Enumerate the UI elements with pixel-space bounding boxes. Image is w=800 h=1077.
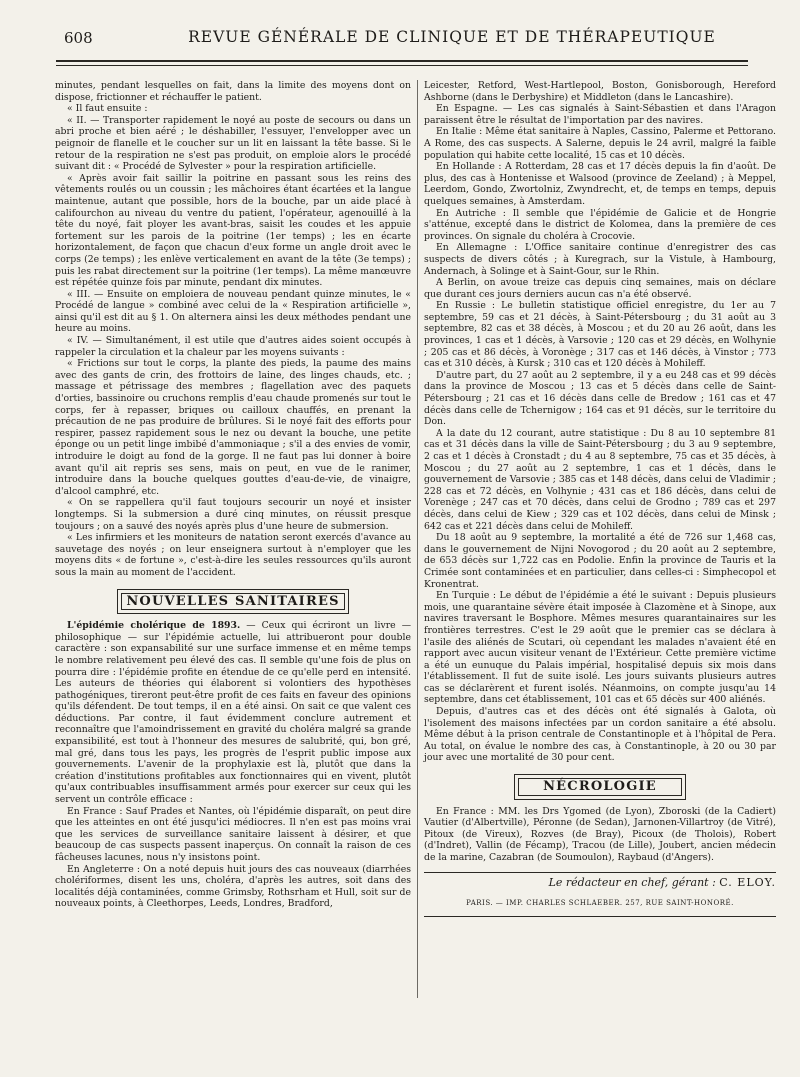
paragraph: « Les infirmiers et les moniteurs de natation seront exercés d'avance au sauvetage des noyés ; on leur enseignera surtout à n'employer que les moyens dits « de fortune », c'est-à-dire les seules ressources qu'ils auront sous la main au moment de l'accident. — [55, 532, 411, 578]
header-rule — [56, 60, 748, 62]
right-column — [424, 80, 776, 917]
paragraph: « II. — Transporter rapidement le noyé au poste de secours ou dans un abri proche et bien aéré ; le déshabiller, l'essuyer, l'envelopper avec un peignoir de flanelle et le coucher sur un lit en laissant la tête basse. Si le retour de la respiration ne s'est pas produit, on emploie alors le procédé suivant dit : « Procédé de Sylvester » pour la respiration artificielle. — [55, 114, 411, 173]
paragraph: En Italie : Même état sanitaire à Naples, Cassino, Palerme et Pettorano. A Rome, des cas suspects. A Salerne, depuis le 24 avril, malgré la faible population qui habite cette localité, 15 cas et 10 décès. — [424, 126, 776, 161]
paragraph: Leicester, Retford, West-Hartlepool, Boston, Gonisborough, Hereford Ashborne (dans le Derbyshire) et Middleton (dans le Lancashire). — [424, 80, 776, 103]
paragraph: En France : Sauf Prades et Nantes, où l'épidémie disparaît, on peut dire que les atteintes en ont été jusqu'ici médiocres. Il n'en est pas moins vrai que les services de surveillance sanitaire laissent à désirer, et que beaucoup de cas suspects passent inaperçus. On connaît la raison de ces fâcheuses lacunes, nous n'y insistons point. — [55, 805, 411, 863]
paragraph: A la date du 12 courant, autre statistique : Du 8 au 10 septembre 81 cas et 31 décès dans la ville de Saint-Pétersbourg ; du 3 au 9 septembre, 2 cas et 1 décès à Cronstadt ; du 4 au 8 septembre, 75 cas et 35 décès, à Moscou ; du 27 août au 2 septembre, 1 cas et 1 décès, dans le gouvernement de Varsovie ; 385 cas et 148 décès, dans celui de Vladimir ; 228 cas et 72 décès, en Volhynie ; 431 cas et 186 décès, dans celui de Vorenège ; 247 cas et 70 décès, dans celui de Grodno ; 789 cas et 297 décès, dans celui de Kiew ; 329 cas et 102 décès, dans celui de Minsk ; 642 cas et 221 décès dans celui de Mohileff. — [424, 427, 776, 532]
paragraph: minutes, pendant lesquelles on fait, dans la limite des moyens dont on dispose, frictionner et réchauffer le patient. — [55, 80, 411, 103]
paragraph: En Allemagne : L'Office sanitaire continue d'enregistrer des cas suspects de divers côtés ; à Kuregrach, sur la Vistule, à Hambourg, Andernach, à Solinge et à Saint-Gour, sur le Rhin. — [424, 242, 776, 277]
paragraph: Du 18 août au 9 septembre, la mortalité a été de 726 sur 1,468 cas, dans le gouvernement de Nijni Novogorod ; du 20 août au 2 septembre, de 653 décès sur 1,722 cas en Podolie. Enfin la province de Tauris et la Crimée sont contaminées et en particulier, dans celles-ci : Simphecopol et Kronentrat. — [424, 532, 776, 590]
paragraph: Depuis, d'autres cas et des décès ont été signalés à Galota, où l'isolement des maisons infectées par un cordon sanitaire a été absolu. Même début à la prison centrale de Constantinople et à l'hôpital de Pera. Au total, on évalue le nombre des cas, à Constantinople, à 20 ou 30 par jour avec une mortalité de 30 pour cent. — [424, 706, 776, 764]
news-paragraph — [55, 620, 411, 806]
page-header — [52, 26, 752, 52]
section-heading-box — [117, 589, 349, 615]
column-divider — [417, 80, 418, 998]
left-column — [55, 80, 411, 910]
header-rule-thin — [56, 65, 748, 66]
news-title: L'épidémie cholérique de 1893. — [67, 620, 241, 632]
paragraph: En Angleterre : On a noté depuis huit jours des cas nouveaux (diarrhées cholériformes, disent les uns, choléra, d'après les autres, soit dans des localités déjà contaminées, comme Grimsby, Rothsrham et Hull, soit sur de nouveaux points, à Cleethorpes, Leeds, Londres, Bradford, — [55, 863, 411, 910]
paragraph: « Frictions sur tout le corps, la plante des pieds, la paume des mains avec des gants de crin, des frottoirs de laine, des linges chauds, etc. ; massage et pétrissage des membres ; flagellation avec des paquets d'orties, bassinoire ou cruchons remplis d'eau chaude promenés sur tout le corps, fer à repasser, briques ou cailloux chauffés, en prenant la précaution de ne pas produire de brûlures. Si le noyé fait des efforts pour respirer, passez rapidement sous le nez ou devant la bouche, une petite éponge ou un petit linge imbibé d'ammoniaque ; s'il a des envies de vomir, introduire le doigt au fond de la gorge. Il ne faut pas lui donner à boire avant qu'il ait repris ses sens, mais on peut, en vue de le ranimer, introduire dans la bouche quelques gouttes d'eau-de-vie, de vinaigre, d'alcool camphré, etc. — [55, 358, 411, 497]
paragraph: D'autre part, du 27 août au 2 septembre, il y a eu 248 cas et 99 décès dans la province de Moscou ; 13 cas et 5 décès dans celle de Saint-Pétersbourg ; 21 cas et 16 décès dans celle de Bredow ; 161 cas et 47 décès dans celle de Tchernigow ; 164 cas et 91 décès, sur le territoire du Don. — [424, 369, 776, 428]
paragraph: « Après avoir fait saillir la poitrine en passant sous les reins des vêtements roulés ou un coussin ; les mâchoires étant écartées et la langue maintenue, autant que possible, hors de la bouche, par un aide placé à califourchon au niveau du ventre du patient, l'opérateur, agenouillé à la tête du noyé, fait ployer les avant-bras, saisit les coudes et les appuie fortement sur les parois de la poitrine (1er temps) ; les en écarte horizontalement, de façon que chacun d'eux forme un angle droit avec le corps (2e temps) ; les enlève verticalement en avant de la tête (3e temps) ; puis les rabat directement sur la poitrine (1er temps). La même manœuvre est répétée quinze fois par minute, pendant dix minutes. — [55, 172, 411, 289]
paragraph: « III. — Ensuite on emploiera de nouveau pendant quinze minutes, le « Procédé de langue » combiné avec celui de la « Respiration artificielle », ainsi qu'il est dit au § 1. On alternera ainsi les deux méthodes pendant une heure au moins. — [55, 288, 411, 335]
section-title: NOUVELLES SANITAIRES — [121, 593, 345, 611]
necrology-heading-box — [514, 774, 686, 800]
paragraph: A Berlin, on avoue treize cas depuis cinq semaines, mais on déclare que durant ces jours derniers aucun cas n'a été observé. — [424, 277, 776, 300]
paragraph: En Espagne. — Les cas signalés à Saint-Sébastien et dans l'Aragon paraissent être le résultat de l'importation par des navires. — [424, 103, 776, 126]
paragraph: « Il faut ensuite : — [67, 103, 148, 115]
signature-name: C. ELOY. — [719, 875, 776, 889]
journal-title: REVUE GÉNÉRALE DE CLINIQUE ET DE THÉRAPEUTIQUE — [188, 28, 716, 46]
paragraph: « On se rappellera qu'il faut toujours secourir un noyé et insister longtemps. Si la submersion a duré cinq minutes, on réussit presque toujours ; on a sauvé des noyés après plus d'une heure de submersion. — [55, 497, 411, 532]
paragraph: En Turquie : Le début de l'épidémie a été le suivant : Depuis plusieurs mois, une quarantaine sévère était imposée à Clazomène et à Sinope, aux navires traversant le Bosphore. Mêmes mesures quarantainaires sur les frontières terrestres. C'est le 29 août que le premier cas se déclara à l'asile des aliénés de Scutari, où cependant les malades n'avaient été en rapport avec aucun visiteur venant de l'Extérieur. Cette première victime a été un eunuque du Palais impérial, hospitalisé depuis six mois dans l'établissement. Il fut de suite isolé. Les jours suivants plusieurs autres cas se déclarèrent et furent isolés. Néanmoins, on compte jusqu'au 14 septembre, dans cet établissement, 101 cas et 65 décès sur 400 aliénés. — [424, 590, 776, 706]
signature-rule — [424, 872, 776, 873]
page-number: 608 — [64, 29, 93, 47]
necrology-paragraph: En France : MM. les Drs Ygomed (de Lyon), Zboroski (de la Cadiert) Vautier (d'Albertville), Péronne (de Sedan), Jarnonen-Villartroy (de Vitré), Pitoux (de Vireux), Rozves (de Bray), Picoux (de Tholois), Robert (d'Indret), Vallin (de Fécamp), Tracou (de Lille), Joubert, ancien médecin de la marine, Cazabran (de Soumoulon), Raybaud (d'Angers). — [424, 805, 776, 863]
editor-signature — [424, 877, 776, 889]
paragraph: En Autriche : Il semble que l'épidémie de Galicie et de Hongrie s'atténue, excepté dans le district de Kolomea, dans la première de ces provinces. On signale du choléra à Crocovie. — [424, 207, 776, 242]
paragraph: En Hollande : A Rotterdam, 28 cas et 17 décès depuis la fin d'août. De plus, des cas à Hontenisse et Walsood (province de Zeeland) ; à Meppel, Leerdom, Gondo, Zwortolniz, Zwyndrecht, et, de temps en temps, depuis quelques semaines, à Amsterdam. — [424, 161, 776, 207]
footer-rule — [424, 916, 776, 917]
printer-imprint: PARIS. — IMP. CHARLES SCHLAEBER. 257, RUE SAINT-HONORÉ. — [466, 899, 734, 908]
paragraph: En Russie : Le bulletin statistique officiel enregistre, du 1er au 7 septembre, 59 cas et 21 décès, à Saint-Pétersbourg ; du 31 août au 3 septembre, 82 cas et 38 décès, à Moscou ; et du 20 au 26 août, dans les provinces, 1 cas et 1 décès, à Varsovie ; 120 cas et 29 décès, en Wolhynie ; 205 cas et 86 décès, à Voronège ; 317 cas et 146 décès, à Vinstor ; 773 cas et 310 décès, à Kursk ; 310 cas et 120 décès à Mohileff. — [424, 300, 776, 370]
signature-role: Le rédacteur en chef, gérant : — [548, 875, 716, 889]
paragraph: « IV. — Simultanément, il est utile que d'autres aides soient occupés à rappeler la circulation et la chaleur par les moyens suivants : — [55, 335, 411, 358]
news-text: — Ceux qui écriront un livre — philosophique — sur l'épidémie actuelle, lui attribueront pour double caractère : son expansabilité sur une surface immense et en même temps le nombre relativement peu élevé des cas. Il semble qu'une fois de plus on pourra dire : l'épidémie profite en étendue de ce qu'elle perd en intensité. Les auteurs de théories qui élaborent si volontiers des hypothèses pathogéniques, tireront peut-être profit de ces faits en faveur des opinions qu'ils défendent. De tout temps, il en a été ainsi. On sait ce que valent ces déductions. Par contre, il faut évidemment conclure autrement et reconnaître que l'amoindrissement en gravité du choléra malgré sa grande expansibilité, est tout à l'honneur des mesures de salubrité, qui, bon gré, mal gré, dans tous les pays, les progrès de l'esprit public impose aux gouvernements. L'avenir de la prophylaxie est là, plutôt que dans la création d'institutions profitables aux fonctionnaires qui en vivent, plutôt qu'aux contribuables insuffisamment armés pour exercer sur ceux qui les servent un contrôle efficace : — [55, 620, 411, 806]
necrology-title: NÉCROLOGIE — [518, 778, 682, 796]
